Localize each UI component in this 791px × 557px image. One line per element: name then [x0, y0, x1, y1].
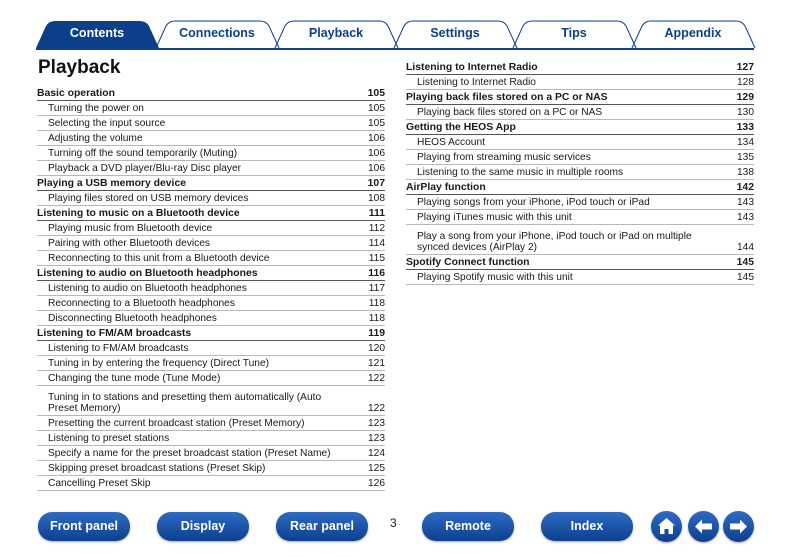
toc-entry-page: 127 [736, 62, 754, 73]
toc-item-row[interactable] [37, 416, 385, 431]
toc-section-row[interactable] [406, 255, 754, 270]
toc-item-row[interactable] [406, 135, 754, 150]
toc-entry-title: Tuning in by entering the frequency (Direct Tune) [48, 358, 270, 369]
toc-section-row[interactable] [37, 176, 385, 191]
toc-item-row[interactable] [37, 371, 385, 386]
toc-entry-title: Listening to the same music in multiple rooms [417, 167, 624, 178]
tab-settings[interactable]: Settings [430, 26, 480, 40]
toc-entry-page: 106 [368, 163, 385, 174]
tab-bar [0, 0, 791, 52]
toc-entry-page: 108 [368, 193, 385, 204]
toc-entry-page: 142 [736, 182, 754, 193]
toc-item-row[interactable] [37, 431, 385, 446]
toc-entry-page: 112 [368, 223, 385, 234]
toc-item-row[interactable] [37, 356, 385, 371]
toc-item-row[interactable] [37, 446, 385, 461]
toc-entry-title: Playing iTunes music with this unit [417, 212, 572, 223]
toc-entry-page: 123 [368, 433, 385, 444]
toc-entry-page: 106 [368, 148, 385, 159]
toc-entry-page: 138 [737, 167, 754, 178]
toc-entry-title: Listening to FM/AM broadcasts [37, 328, 192, 339]
toc-entry-title: Basic operation [37, 88, 115, 99]
index-button[interactable]: Index [541, 512, 633, 541]
toc-entry-title: Turning the power on [48, 103, 144, 114]
toc-entry-title: Spotify Connect function [406, 257, 530, 268]
toc-item-row[interactable] [406, 210, 754, 225]
toc-entry-page: 105 [367, 88, 385, 99]
toc-entry-title: Skipping preset broadcast stations (Preset Skip) [48, 463, 266, 474]
toc-entry-page: 117 [368, 283, 385, 294]
back-button[interactable] [688, 511, 719, 542]
toc-entry-title: Specify a name for the preset broadcast station (Preset Name) [48, 448, 331, 459]
toc-entry-page: 114 [368, 238, 385, 249]
toc-left-column [37, 86, 385, 491]
toc-entry-title: AirPlay function [406, 182, 486, 193]
toc-item-row[interactable] [37, 296, 385, 311]
toc-item-row[interactable] [37, 251, 385, 266]
toc-item-row[interactable] [37, 386, 385, 416]
toc-entry-title: Listening to preset stations [48, 433, 170, 444]
toc-item-row[interactable] [37, 191, 385, 206]
toc-entry-title: Playing from streaming music services [417, 152, 591, 163]
toc-entry-title: Listening to Internet Radio [417, 77, 536, 88]
toc-entry-title: Turning off the sound temporarily (Muting) [48, 148, 238, 159]
remote-button[interactable]: Remote [422, 512, 514, 541]
toc-entry-page: 105 [368, 118, 385, 129]
toc-entry-page: 119 [368, 328, 385, 339]
toc-entry-page: 121 [368, 358, 385, 369]
toc-entry-page: 118 [368, 313, 385, 324]
tab-playback[interactable]: Playback [308, 26, 364, 40]
toc-section-row[interactable] [406, 180, 754, 195]
toc-item-row[interactable] [37, 461, 385, 476]
toc-item-row[interactable] [37, 131, 385, 146]
rear-panel-button[interactable]: Rear panel [276, 512, 368, 541]
toc-entry-title: Listening to music on a Bluetooth device [37, 208, 240, 219]
tab-underline [36, 48, 754, 50]
toc-entry-page: 111 [368, 208, 385, 219]
toc-entry-page: 143 [737, 212, 754, 223]
toc-entry-page: 122 [368, 373, 385, 384]
toc-entry-title: Disconnecting Bluetooth headphones [48, 313, 217, 324]
arrow-left-icon [688, 511, 719, 542]
toc-entry-title: Cancelling Preset Skip [48, 478, 151, 489]
toc-section-row[interactable] [406, 90, 754, 105]
toc-item-row[interactable] [37, 116, 385, 131]
toc-entry-page: 129 [736, 92, 754, 103]
toc-entry-title: Listening to audio on Bluetooth headphones [48, 283, 247, 294]
toc-entry-page: 135 [737, 152, 754, 163]
toc-entry-page: 124 [368, 448, 385, 459]
toc-entry-page: 118 [368, 298, 385, 309]
tab-contents[interactable]: Contents [69, 26, 125, 40]
toc-section-row[interactable] [37, 206, 385, 221]
forward-button[interactable] [723, 511, 754, 542]
toc-item-row[interactable] [37, 236, 385, 251]
toc-entry-title: Reconnecting to a Bluetooth headphones [48, 298, 235, 309]
toc-entry-page: 133 [736, 122, 754, 133]
page-number: 3 [390, 516, 397, 530]
toc-entry-page: 130 [737, 107, 754, 118]
toc-entry-page: 123 [368, 418, 385, 429]
toc-entry-title: Listening to audio on Bluetooth headphones [37, 268, 258, 279]
toc-entry-title: Getting the HEOS App [406, 122, 516, 133]
toc-entry-title: Playing files stored on USB memory devices [48, 193, 249, 204]
toc-entry-page: 120 [368, 343, 385, 354]
toc-entry-page: 143 [737, 197, 754, 208]
toc-entry-page: 115 [368, 253, 385, 264]
toc-item-row[interactable] [406, 75, 754, 90]
toc-item-row[interactable] [37, 311, 385, 326]
toc-entry-title: Playback a DVD player/Blu-ray Disc player [48, 163, 242, 174]
toc-item-row[interactable] [406, 165, 754, 180]
toc-entry-page: 106 [368, 133, 385, 144]
toc-entry-title: Presetting the current broadcast station (Preset Memory) [48, 418, 305, 429]
toc-entry-title: Tuning in to stations and presetting them automatically (Auto Preset Memory) [48, 392, 322, 414]
toc-right-column [406, 60, 754, 285]
toc-item-row[interactable] [37, 476, 385, 491]
toc-entry-page: 125 [368, 463, 385, 474]
toc-entry-title: Playing back files stored on a PC or NAS [417, 107, 603, 118]
toc-item-row[interactable] [406, 270, 754, 285]
toc-entry-title: Selecting the input source [48, 118, 166, 129]
toc-entry-title: Playing back files stored on a PC or NAS [406, 92, 608, 103]
toc-entry-title: Changing the tune mode (Tune Mode) [48, 373, 221, 384]
toc-item-row[interactable] [406, 150, 754, 165]
toc-section-row[interactable] [37, 326, 385, 341]
toc-entry-title: Playing Spotify music with this unit [417, 272, 573, 283]
tab-tips[interactable]: Tips [561, 26, 587, 40]
toc-item-row[interactable] [37, 221, 385, 236]
toc-entry-title: Playing songs from your iPhone, iPod touch or iPad [417, 197, 650, 208]
toc-entry-page: 134 [737, 137, 754, 148]
toc-item-row[interactable] [37, 281, 385, 296]
toc-entry-title: Reconnecting to this unit from a Bluetooth device [48, 253, 270, 264]
toc-entry-page: 144 [737, 242, 754, 253]
toc-entry-page: 122 [368, 403, 385, 414]
toc-entry-title: Listening to FM/AM broadcasts [48, 343, 189, 354]
toc-entry-page: 107 [367, 178, 385, 189]
toc-entry-title: Pairing with other Bluetooth devices [48, 238, 210, 249]
toc-item-row[interactable] [406, 105, 754, 120]
toc-entry-title: Playing music from Bluetooth device [48, 223, 213, 234]
toc-entry-title: Play a song from your iPhone, iPod touch or iPad on multiple synced devices (AirPlay 2) [417, 231, 692, 253]
toc-entry-page: 116 [368, 268, 385, 279]
toc-entry-title: Adjusting the volume [48, 133, 143, 144]
front-panel-button[interactable]: Front panel [38, 512, 130, 541]
tab-connections[interactable]: Connections [179, 26, 255, 40]
toc-item-row[interactable] [37, 341, 385, 356]
toc-item-row[interactable] [406, 225, 754, 255]
toc-entry-title: Listening to Internet Radio [406, 62, 538, 73]
toc-entry-page: 145 [737, 272, 754, 283]
arrow-right-icon [723, 511, 754, 542]
toc-entry-page: 126 [368, 478, 385, 489]
toc-item-row[interactable] [37, 161, 385, 176]
toc-item-row[interactable] [37, 146, 385, 161]
toc-section-row[interactable] [37, 86, 385, 101]
toc-item-row[interactable] [37, 101, 385, 116]
toc-entry-title: HEOS Account [417, 137, 485, 148]
toc-section-row[interactable] [406, 120, 754, 135]
toc-section-row[interactable] [37, 266, 385, 281]
toc-item-row[interactable] [406, 195, 754, 210]
home-button[interactable] [651, 511, 682, 542]
home-icon [651, 511, 682, 542]
page-title: Playback [38, 57, 121, 78]
display-button[interactable]: Display [157, 512, 249, 541]
toc-entry-title: Playing a USB memory device [37, 178, 186, 189]
toc-section-row[interactable] [406, 60, 754, 75]
tab-appendix[interactable]: Appendix [664, 26, 722, 40]
toc-entry-page: 128 [737, 77, 754, 88]
toc-entry-page: 145 [736, 257, 754, 268]
toc-entry-page: 105 [368, 103, 385, 114]
